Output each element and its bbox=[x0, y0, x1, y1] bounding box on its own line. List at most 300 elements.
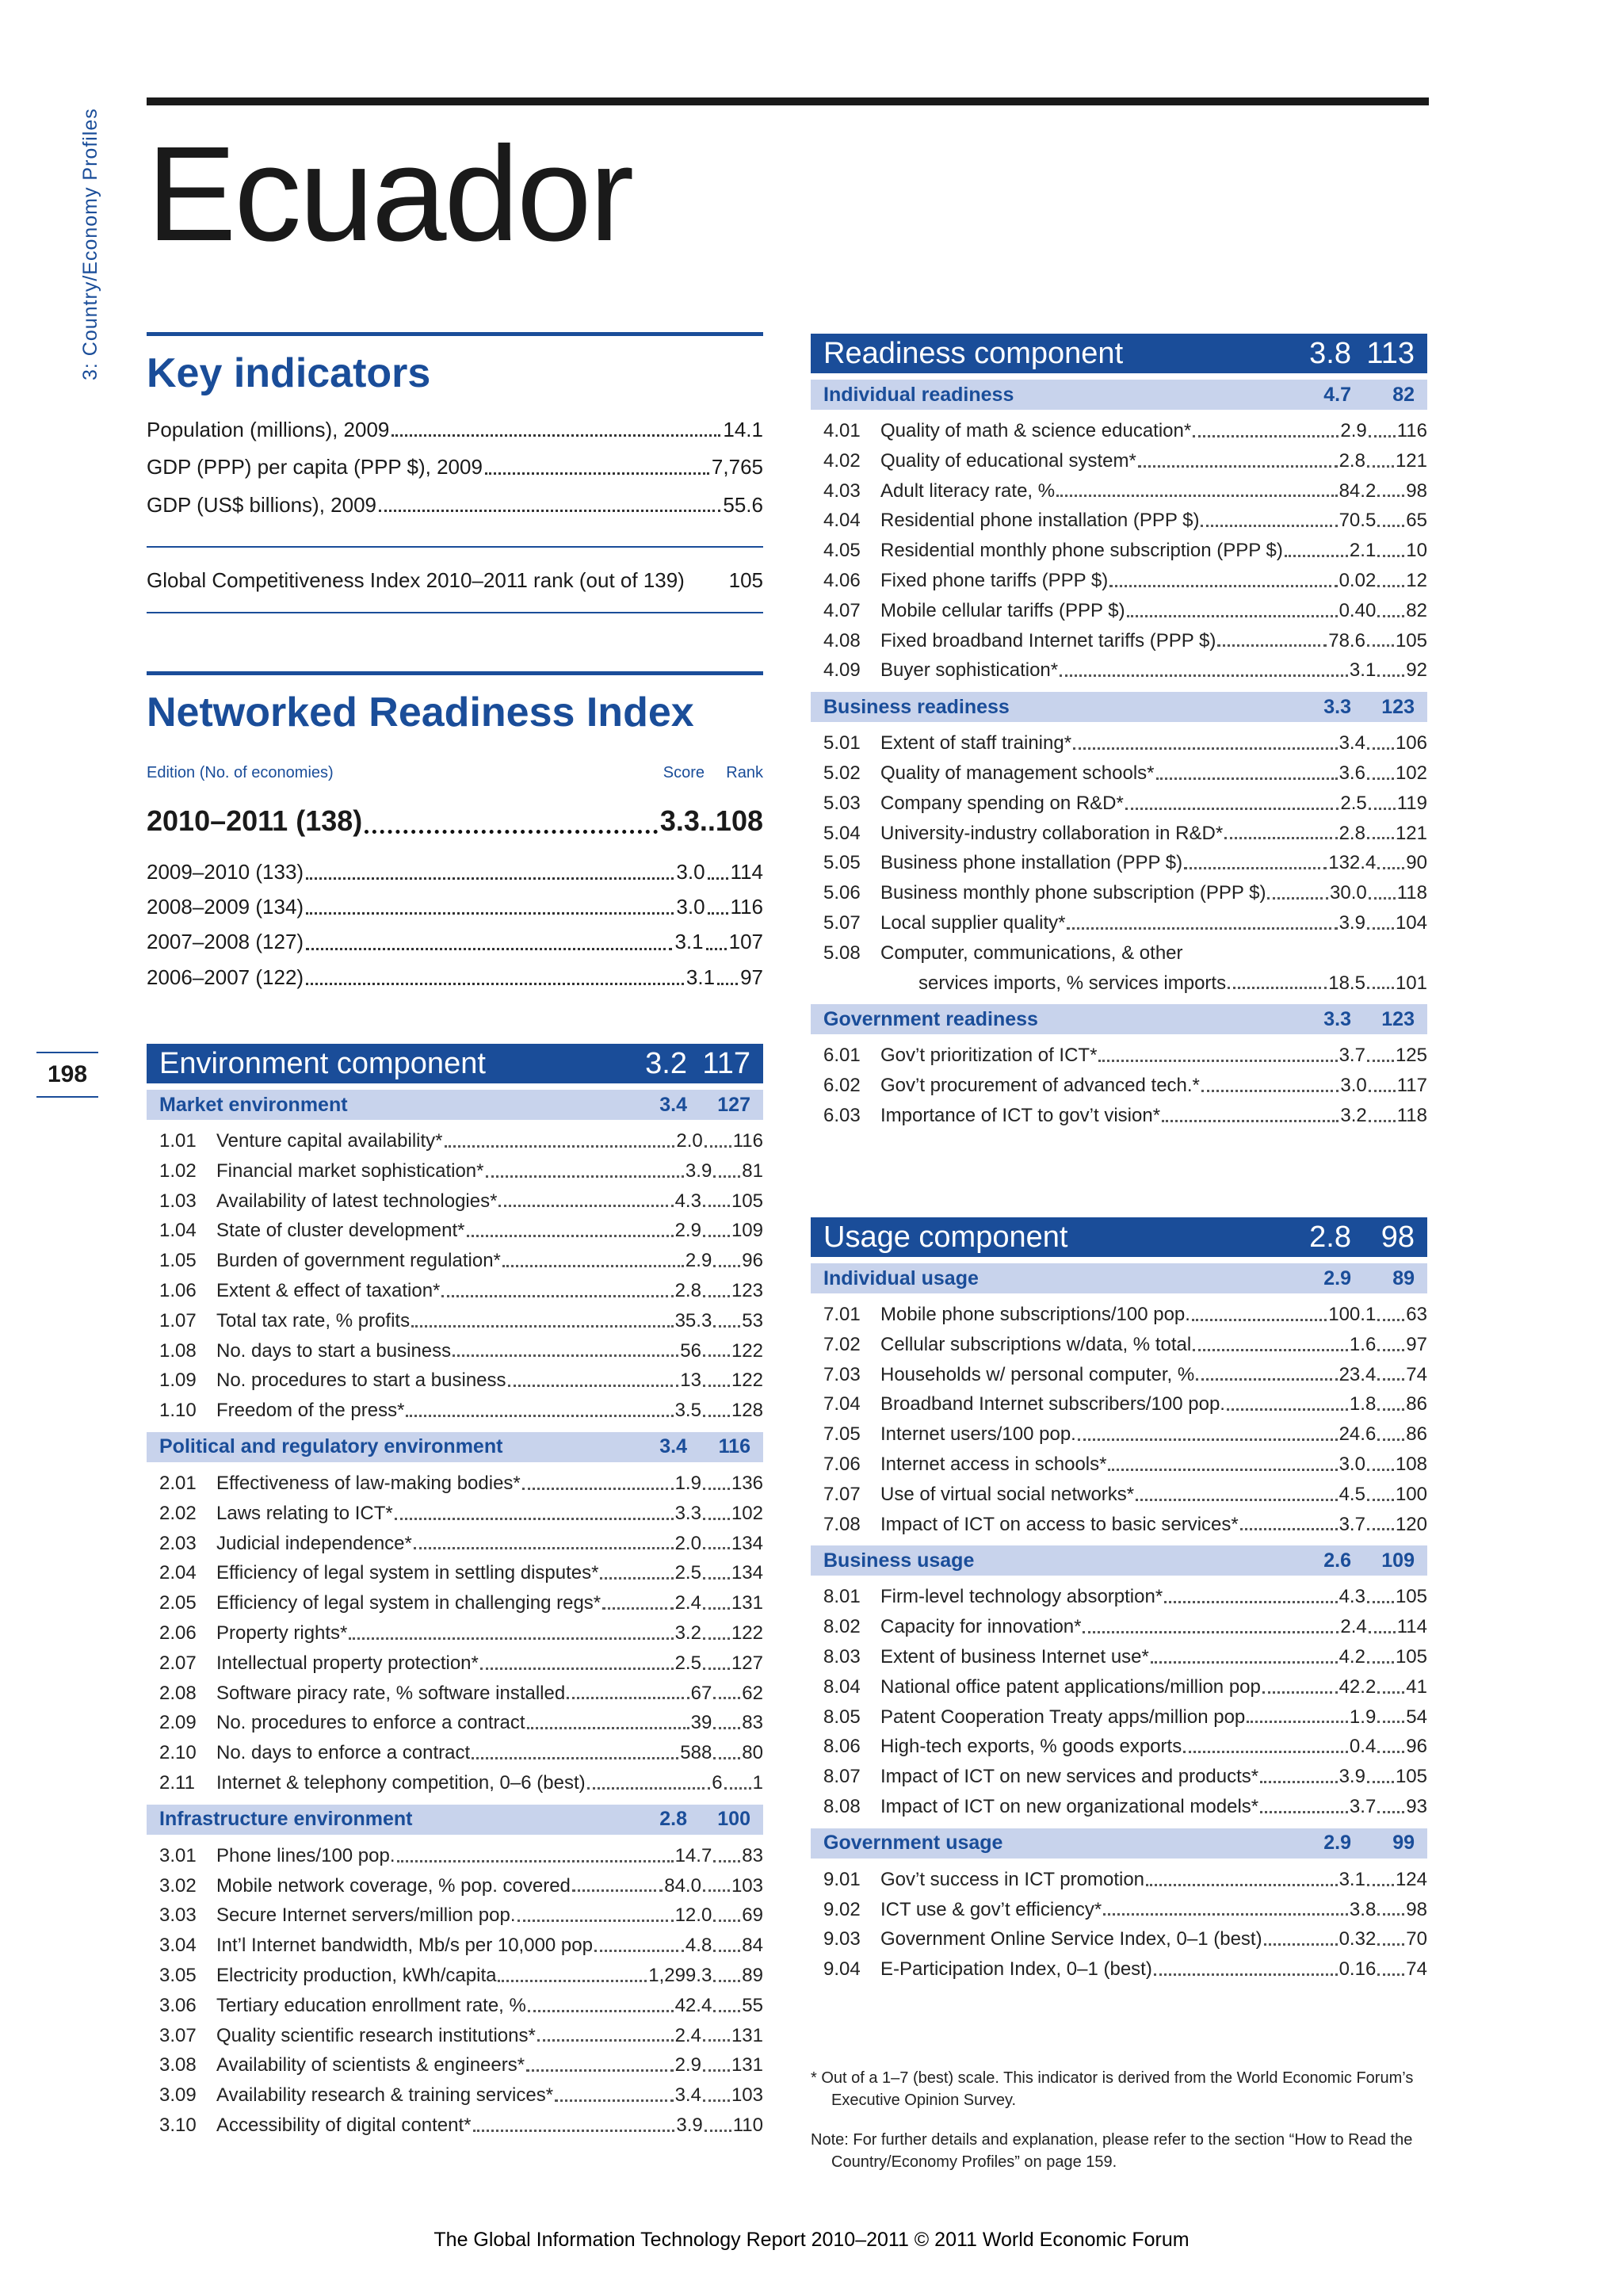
indicator-row bbox=[811, 1389, 1427, 1419]
indicator-score: 4.2 bbox=[1338, 1645, 1365, 1668]
indicator-rank: 109 bbox=[731, 1220, 763, 1242]
indicator-label: Computer, communications, & other bbox=[880, 942, 1183, 964]
indicator-row bbox=[147, 1679, 763, 1709]
indicator-rank: 63 bbox=[1406, 1304, 1427, 1325]
score: 3.3 bbox=[659, 804, 700, 837]
readiness-component bbox=[811, 334, 1427, 1137]
indicator-number: 4.03 bbox=[823, 479, 861, 502]
indicator-label: Importance of ICT to gov’t vision* bbox=[880, 1104, 1161, 1126]
indicator-score: 3.3 bbox=[674, 1502, 701, 1524]
indicator-rank: 103 bbox=[731, 1874, 763, 1897]
indicator-row bbox=[147, 1156, 763, 1186]
pillar-header bbox=[147, 1090, 763, 1120]
indicator-number: 4.08 bbox=[823, 629, 861, 651]
indicator-score: 39 bbox=[690, 1712, 712, 1734]
pillar-score: 3.3 bbox=[1323, 1007, 1351, 1030]
indicator-rank: 108 bbox=[1395, 1453, 1427, 1475]
pillar-rank: 100 bbox=[717, 1808, 750, 1831]
indicator-row bbox=[811, 1702, 1427, 1733]
indicator-number: 9.02 bbox=[823, 1898, 861, 1920]
indicator-rank: 123 bbox=[731, 1279, 763, 1301]
indicator-rank: 103 bbox=[731, 2084, 763, 2107]
indicator-label: Financial market sophistication* bbox=[216, 1159, 484, 1182]
indicator-rank: 117 bbox=[1396, 1075, 1427, 1097]
indicator-score: 2.5 bbox=[674, 1652, 701, 1674]
indicator-row bbox=[811, 1895, 1427, 1925]
indicator-row bbox=[147, 1558, 763, 1588]
indicator-score: 3.9 bbox=[1338, 911, 1365, 934]
indicator-number: 9.01 bbox=[823, 1868, 861, 1890]
indicator-row bbox=[811, 1865, 1427, 1895]
indicator-label: Internet users/100 pop. bbox=[880, 1423, 1076, 1446]
pillar-header bbox=[147, 1432, 763, 1462]
indicator-score: 4.5 bbox=[1338, 1483, 1365, 1505]
indicator-score: 2.4 bbox=[674, 2024, 701, 2046]
indicator-label: Phone lines/100 pop. bbox=[216, 1844, 395, 1866]
indicator-score: 4.3 bbox=[674, 1190, 701, 1212]
indicator-row bbox=[811, 938, 1427, 999]
indicator-score: 35.3 bbox=[674, 1309, 712, 1331]
usage-component bbox=[811, 1217, 1427, 1991]
indicator-label: Gov’t procurement of advanced tech.* bbox=[880, 1075, 1200, 1097]
indicator-row bbox=[147, 1276, 763, 1306]
indicator-row bbox=[811, 1071, 1427, 1101]
indicator-label: Efficiency of legal system in settling disputes* bbox=[216, 1562, 599, 1584]
indicator-row bbox=[811, 536, 1427, 566]
indicator-rank: 81 bbox=[742, 1159, 763, 1182]
indicator-label: Business monthly phone subscription (PPP $) bbox=[880, 882, 1266, 904]
indicator-label: Impact of ICT on new services and products* bbox=[880, 1766, 1259, 1788]
indicator-row bbox=[147, 1991, 763, 2021]
indicator-label: GDP (US$ billions), 2009 bbox=[147, 492, 376, 517]
indicator-number: 6.02 bbox=[823, 1075, 861, 1097]
component-header bbox=[811, 1217, 1427, 1257]
indicator-label: Freedom of the press* bbox=[216, 1400, 405, 1422]
indicator-row bbox=[811, 506, 1427, 536]
indicator-rank: 93 bbox=[1406, 1795, 1427, 1817]
indicator-score: 3.7 bbox=[1338, 1045, 1365, 1067]
component-header bbox=[147, 1044, 763, 1083]
nri-history-row bbox=[147, 924, 763, 959]
indicator-row bbox=[147, 1768, 763, 1798]
indicator-row bbox=[147, 1931, 763, 1961]
indicator-row bbox=[147, 453, 763, 481]
pillar-header bbox=[811, 1263, 1427, 1293]
page-number: 198 bbox=[47, 1061, 88, 1087]
indicator-label: Patent Cooperation Treaty apps/million pop bbox=[880, 1706, 1246, 1728]
indicator-score: 2.1 bbox=[1349, 540, 1377, 562]
indicator-number: 6.03 bbox=[823, 1104, 861, 1126]
indicator-row bbox=[147, 2080, 763, 2111]
indicator-label: Availability of scientists & engineers* bbox=[216, 2054, 525, 2076]
indicator-score: 2.0 bbox=[674, 1532, 701, 1554]
top-rule bbox=[147, 97, 1429, 105]
indicator-number: 2.06 bbox=[159, 1622, 197, 1644]
indicator-number: 2.04 bbox=[159, 1562, 197, 1584]
pillar-header bbox=[811, 1545, 1427, 1576]
indicator-row bbox=[811, 1419, 1427, 1450]
indicator-rank: 96 bbox=[1406, 1736, 1427, 1758]
indicator-score: 84.0 bbox=[664, 1874, 701, 1897]
indicator-score: 3.8 bbox=[1349, 1898, 1377, 1920]
indicator-label: Extent & effect of taxation* bbox=[216, 1279, 441, 1301]
indicator-score: 6 bbox=[712, 1771, 723, 1794]
indicator-number: 2.03 bbox=[159, 1532, 197, 1554]
indicator-label: No. procedures to enforce a contract bbox=[216, 1712, 525, 1734]
indicator-number: 2.02 bbox=[159, 1502, 197, 1524]
component-score: 3.2 bbox=[645, 1046, 687, 1080]
indicator-label: No. days to start a business bbox=[216, 1339, 452, 1362]
indicator-number: 8.02 bbox=[823, 1616, 861, 1638]
indicator-rank: 54 bbox=[1406, 1706, 1427, 1728]
indicator-label: Secure Internet servers/million pop. bbox=[216, 1904, 516, 1927]
indicator-label: National office patent applications/million pop bbox=[880, 1675, 1261, 1698]
indicator-rank: 105 bbox=[1395, 1586, 1427, 1608]
indicator-rank: 92 bbox=[1406, 659, 1427, 682]
indicator-score: 1.8 bbox=[1349, 1393, 1377, 1415]
indicator-score: 3.7 bbox=[1349, 1795, 1377, 1817]
indicator-continuation bbox=[823, 968, 1427, 999]
indicator-score: 70.5 bbox=[1338, 510, 1377, 532]
indicator-number: 3.01 bbox=[159, 1844, 197, 1866]
indicator-row bbox=[147, 1246, 763, 1276]
indicator-number: 4.07 bbox=[823, 599, 861, 621]
score: 3.1 bbox=[685, 965, 716, 989]
footnote-note: Note: For further details and explanation, please refer to the section “How to Read the Country/Economy Profiles” on page 159. bbox=[811, 2131, 1413, 2171]
pillar-score: 3.4 bbox=[659, 1093, 687, 1116]
indicator-row bbox=[811, 1582, 1427, 1612]
indicator-score: 3.9 bbox=[676, 2114, 703, 2136]
indicator-label: Effectiveness of law-making bodies* bbox=[216, 1472, 521, 1494]
indicator-rank: 105 bbox=[1395, 1766, 1427, 1788]
rank: 97 bbox=[740, 965, 763, 989]
indicator-number: 3.05 bbox=[159, 1964, 197, 1986]
footnotes bbox=[811, 2067, 1429, 2191]
indicator-rank: 86 bbox=[1406, 1393, 1427, 1415]
indicator-rank: 119 bbox=[1396, 792, 1427, 814]
indicator-number: 6.01 bbox=[823, 1045, 861, 1067]
indicator-score: 3.2 bbox=[1340, 1104, 1367, 1126]
indicator-rank: 62 bbox=[742, 1682, 763, 1704]
indicator-label: Quality scientific research institutions* bbox=[216, 2024, 536, 2046]
indicator-number: 2.05 bbox=[159, 1592, 197, 1614]
indicator-row bbox=[811, 1792, 1427, 1822]
key-indicators bbox=[147, 332, 763, 613]
indicator-rank: 114 bbox=[1396, 1616, 1427, 1638]
indicator-label: Business phone installation (PPP $) bbox=[880, 852, 1183, 874]
indicator-score: 2.9 bbox=[1340, 420, 1367, 441]
indicator-label: Fixed phone tariffs (PPP $) bbox=[880, 569, 1109, 591]
indicator-row bbox=[811, 1924, 1427, 1954]
indicator-number: 3.10 bbox=[159, 2114, 197, 2136]
indicator-number: 1.01 bbox=[159, 1130, 197, 1152]
indicator-label: Population (millions), 2009 bbox=[147, 417, 390, 441]
country-title: Ecuador bbox=[147, 119, 632, 269]
indicator-row bbox=[811, 1041, 1427, 1071]
pillar-title: Government readiness bbox=[823, 1007, 1038, 1030]
indicator-label: Quality of math & science education* bbox=[880, 420, 1192, 441]
environment-component bbox=[147, 1044, 763, 2147]
indicator-row bbox=[811, 1732, 1427, 1762]
pillar-title: Infrastructure environment bbox=[159, 1808, 413, 1831]
indicator-number: 7.01 bbox=[823, 1304, 861, 1325]
indicator-rank: 105 bbox=[1395, 629, 1427, 651]
indicator-row bbox=[811, 1480, 1427, 1510]
divider bbox=[147, 612, 763, 613]
pillar-score: 3.4 bbox=[659, 1435, 687, 1458]
indicator-row bbox=[811, 566, 1427, 596]
indicator-label: Internet access in schools* bbox=[880, 1453, 1107, 1475]
indicator-score: 2.4 bbox=[674, 1592, 701, 1614]
indicator-rank: 131 bbox=[731, 2054, 763, 2076]
indicator-label: University-industry collaboration in R&D* bbox=[880, 822, 1224, 844]
indicator-rank: 53 bbox=[742, 1309, 763, 1331]
indicator-rank: 105 bbox=[1395, 1645, 1427, 1668]
indicator-number: 8.03 bbox=[823, 1645, 861, 1668]
indicator-label: Burden of government regulation* bbox=[216, 1250, 501, 1272]
indicator-rank: 122 bbox=[731, 1370, 763, 1392]
indicator-rank: 69 bbox=[742, 1904, 763, 1927]
component-header bbox=[811, 334, 1427, 373]
indicator-number: 2.10 bbox=[159, 1742, 197, 1764]
gci-label: Global Competitiveness Index 2010–2011 rank (out of 139) bbox=[147, 567, 685, 592]
indicator-label: Capacity for innovation* bbox=[880, 1616, 1082, 1638]
indicator-rank: 116 bbox=[732, 1130, 763, 1152]
pillar-rank: 123 bbox=[1381, 1007, 1415, 1030]
indicator-number: 1.05 bbox=[159, 1250, 197, 1272]
indicator-rank: 131 bbox=[731, 2024, 763, 2046]
indicator-row bbox=[147, 491, 763, 519]
indicator-rank: 118 bbox=[1396, 1104, 1427, 1126]
component-title: Environment component bbox=[159, 1046, 486, 1080]
indicator-label: State of cluster development* bbox=[216, 1220, 465, 1242]
indicator-score: 100.1 bbox=[1328, 1304, 1377, 1325]
indicator-row bbox=[147, 1126, 763, 1156]
indicator-number: 7.06 bbox=[823, 1453, 861, 1475]
indicator-label: Intellectual property protection* bbox=[216, 1652, 479, 1674]
indicator-score: 13 bbox=[680, 1370, 701, 1392]
indicator-score: 588 bbox=[680, 1742, 712, 1764]
indicator-number: 3.04 bbox=[159, 1935, 197, 1957]
pillar-header bbox=[147, 1805, 763, 1835]
indicator-row bbox=[811, 446, 1427, 476]
indicator-label: ICT use & gov’t efficiency* bbox=[880, 1898, 1102, 1920]
indicator-score: 3.5 bbox=[674, 1400, 701, 1422]
indicator-number: 1.04 bbox=[159, 1220, 197, 1242]
indicator-row bbox=[811, 728, 1427, 758]
indicator-score: 2.8 bbox=[1338, 822, 1365, 844]
pillar-rank: 116 bbox=[718, 1435, 750, 1458]
indicator-row bbox=[811, 416, 1427, 446]
indicator-row bbox=[811, 1450, 1427, 1480]
indicator-number: 5.04 bbox=[823, 822, 861, 844]
indicator-row bbox=[811, 596, 1427, 626]
indicator-rank: 121 bbox=[1395, 449, 1427, 472]
pillar-title: Business readiness bbox=[823, 695, 1010, 718]
indicator-score: 42.2 bbox=[1338, 1675, 1377, 1698]
page-number-block bbox=[36, 1052, 98, 1098]
indicator-number: 2.07 bbox=[159, 1652, 197, 1674]
indicator-label: Adult literacy rate, % bbox=[880, 479, 1056, 502]
indicator-number: 2.08 bbox=[159, 1682, 197, 1704]
indicator-number: 7.04 bbox=[823, 1393, 861, 1415]
indicator-label: Use of virtual social networks* bbox=[880, 1483, 1135, 1505]
rank: 107 bbox=[728, 930, 763, 954]
indicator-number: 9.04 bbox=[823, 1958, 861, 1981]
rank: 114 bbox=[730, 859, 763, 884]
nri-title: Networked Readiness Index bbox=[147, 690, 694, 735]
indicator-number: 1.07 bbox=[159, 1309, 197, 1331]
indicator-number: 2.01 bbox=[159, 1472, 197, 1494]
indicator-rank: 127 bbox=[731, 1652, 763, 1674]
pillar-score: 4.7 bbox=[1323, 383, 1351, 406]
indicator-label: Int’l Internet bandwidth, Mb/s per 10,000 pop bbox=[216, 1935, 593, 1957]
pillar-title: Market environment bbox=[159, 1093, 348, 1116]
indicator-score: 2.4 bbox=[1340, 1616, 1367, 1638]
indicator-number: 8.04 bbox=[823, 1675, 861, 1698]
indicator-label: Residential monthly phone subscription (PPP $) bbox=[880, 540, 1283, 562]
indicator-label: Electricity production, kWh/capita bbox=[216, 1964, 497, 1986]
gci-rank-row bbox=[147, 548, 763, 612]
indicator-row bbox=[147, 1336, 763, 1366]
indicator-label: Gov’t prioritization of ICT* bbox=[880, 1045, 1098, 1067]
indicator-score: 14.7 bbox=[674, 1844, 712, 1866]
indicator-score: 3.1 bbox=[1349, 659, 1377, 682]
indicator-row bbox=[811, 758, 1427, 789]
pillar-header bbox=[811, 1828, 1427, 1859]
indicator-rank: 106 bbox=[1395, 732, 1427, 755]
indicator-rank: 12 bbox=[1406, 569, 1427, 591]
indicator-row bbox=[811, 1510, 1427, 1540]
indicator-score: 1,299.3 bbox=[648, 1964, 712, 1986]
score: 3.0 bbox=[676, 859, 705, 884]
indicator-row bbox=[147, 1901, 763, 1931]
indicator-score: 2.5 bbox=[674, 1562, 701, 1584]
indicator-score: 18.5 bbox=[1328, 972, 1365, 994]
indicator-label: Residential phone installation (PPP $) bbox=[880, 510, 1200, 532]
indicator-rank: 120 bbox=[1395, 1513, 1427, 1535]
indicator-score: 2.9 bbox=[674, 1220, 701, 1242]
indicator-score: 132.4 bbox=[1328, 852, 1377, 874]
indicator-label: Mobile cellular tariffs (PPP $) bbox=[880, 599, 1125, 621]
indicator-row bbox=[147, 1396, 763, 1426]
indicator-number: 7.07 bbox=[823, 1483, 861, 1505]
indicator-number: 3.06 bbox=[159, 1994, 197, 2016]
indicator-value: 55.6 bbox=[723, 492, 763, 517]
indicator-row bbox=[147, 1306, 763, 1336]
indicator-row bbox=[811, 1360, 1427, 1390]
indicator-label: Venture capital availability* bbox=[216, 1130, 443, 1152]
score: 3.1 bbox=[674, 930, 704, 954]
indicator-row bbox=[811, 848, 1427, 878]
indicator-number: 5.07 bbox=[823, 911, 861, 934]
indicator-label: Laws relating to ICT* bbox=[216, 1502, 393, 1524]
indicator-row bbox=[147, 1588, 763, 1618]
indicator-number: 5.08 bbox=[823, 942, 861, 964]
indicator-number: 8.07 bbox=[823, 1766, 861, 1788]
pillar-score: 2.9 bbox=[1323, 1266, 1351, 1289]
indicator-value: 7,765 bbox=[711, 455, 763, 479]
indicator-row bbox=[147, 1499, 763, 1529]
indicator-rank: 98 bbox=[1406, 479, 1427, 502]
indicator-number: 5.02 bbox=[823, 762, 861, 784]
indicator-rank: 128 bbox=[731, 1400, 763, 1422]
indicator-label: High-tech exports, % goods exports bbox=[880, 1736, 1182, 1758]
indicator-number: 1.08 bbox=[159, 1339, 197, 1362]
indicator-score: 23.4 bbox=[1338, 1363, 1377, 1385]
nri-column-headers bbox=[147, 764, 763, 782]
edition-header: Edition (No. of economies) bbox=[147, 763, 334, 781]
score: 3.0 bbox=[676, 895, 705, 919]
indicator-rank: 1 bbox=[752, 1771, 763, 1794]
component-title: Readiness component bbox=[823, 336, 1124, 370]
pillar-score: 3.3 bbox=[1323, 695, 1351, 718]
indicator-rank: 100 bbox=[1395, 1483, 1427, 1505]
indicator-row bbox=[811, 1300, 1427, 1330]
indicator-label: Software piracy rate, % software installed bbox=[216, 1682, 566, 1704]
indicator-score: 3.4 bbox=[674, 2084, 701, 2107]
pillar-rank: 123 bbox=[1381, 695, 1415, 718]
indicator-rank: 134 bbox=[731, 1532, 763, 1554]
indicator-score: 2.5 bbox=[1340, 792, 1367, 814]
indicator-label: Cellular subscriptions w/data, % total bbox=[880, 1333, 1192, 1355]
indicator-label: Quality of management schools* bbox=[880, 762, 1155, 784]
indicator-row bbox=[811, 819, 1427, 849]
indicator-number: 4.04 bbox=[823, 510, 861, 532]
edition: 2010–2011 (138) bbox=[147, 804, 363, 837]
score-header: Score bbox=[663, 763, 705, 781]
indicator-rank: 116 bbox=[1396, 420, 1427, 441]
indicator-number: 8.01 bbox=[823, 1586, 861, 1608]
indicator-number: 4.02 bbox=[823, 449, 861, 472]
indicator-score: 0.02 bbox=[1338, 569, 1377, 591]
indicator-label: Firm-level technology absorption* bbox=[880, 1586, 1163, 1608]
nri-history-row bbox=[147, 854, 763, 889]
indicator-label: Availability of latest technologies* bbox=[216, 1190, 498, 1212]
indicator-score: 2.8 bbox=[1338, 449, 1365, 472]
component-rank: 98 bbox=[1381, 1220, 1415, 1254]
indicator-row bbox=[147, 415, 763, 444]
indicator-rank: 122 bbox=[731, 1339, 763, 1362]
nri-history-row bbox=[147, 889, 763, 924]
page-footer: The Global Information Technology Report 2010–2011 © 2011 World Economic Forum bbox=[433, 2229, 1190, 2251]
pillar-rank: 82 bbox=[1392, 383, 1415, 406]
indicator-row bbox=[811, 1954, 1427, 1985]
indicator-row bbox=[147, 1469, 763, 1499]
indicator-number: 3.08 bbox=[159, 2054, 197, 2076]
indicator-number: 7.02 bbox=[823, 1333, 861, 1355]
pillar-header bbox=[811, 380, 1427, 410]
nri-section bbox=[147, 671, 763, 995]
indicator-number: 4.06 bbox=[823, 569, 861, 591]
indicator-row bbox=[811, 1672, 1427, 1702]
indicator-label: Local supplier quality* bbox=[880, 911, 1066, 934]
indicator-row bbox=[811, 1612, 1427, 1642]
indicator-rank: 84 bbox=[742, 1935, 763, 1957]
indicator-label: Tertiary education enrollment rate, % bbox=[216, 1994, 526, 2016]
indicator-label: Extent of business Internet use* bbox=[880, 1645, 1149, 1668]
indicator-score: 0.4 bbox=[1349, 1736, 1377, 1758]
pillar-rank: 99 bbox=[1392, 1832, 1415, 1855]
indicator-row bbox=[811, 1101, 1427, 1131]
section-side-label: 3: Country/Economy Profiles bbox=[79, 108, 101, 380]
indicator-number: 1.02 bbox=[159, 1159, 197, 1182]
indicator-score: 2.9 bbox=[685, 1250, 712, 1272]
indicator-label: No. days to enforce a contract bbox=[216, 1742, 471, 1764]
indicator-number: 2.09 bbox=[159, 1712, 197, 1734]
indicator-number: 7.08 bbox=[823, 1513, 861, 1535]
indicator-score: 0.40 bbox=[1338, 599, 1377, 621]
